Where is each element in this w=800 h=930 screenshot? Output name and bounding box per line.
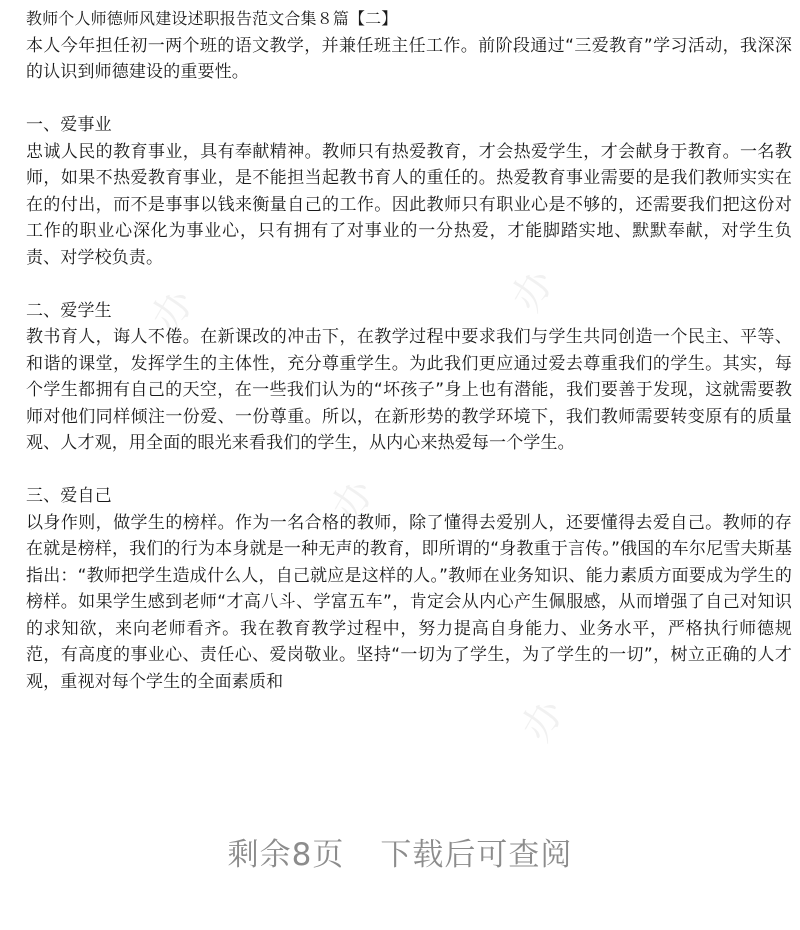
section-heading: 三、爱自己	[26, 486, 112, 506]
document-title: 教师个人师德师风建设述职报告范文合集８篇【二】	[26, 9, 398, 28]
watermark: 办	[143, 281, 203, 340]
watermark: 办	[513, 691, 573, 750]
download-to-view-label[interactable]: 下载后可查阅	[380, 836, 573, 873]
section-heading: 二、爱学生	[26, 300, 112, 321]
watermark: 办	[503, 261, 563, 320]
intro-paragraph: 本人今年担任初一两个班的语文教学，并兼任班主任工作。前阶段通过“三爱教育”学习活动，我深深的认识到师德建设的重要性。	[26, 35, 792, 82]
download-prompt[interactable]	[0, 826, 800, 876]
section-heading: 一、爱事业	[26, 115, 112, 135]
document-body	[26, 6, 792, 695]
section-body: 以身作则，做学生的榜样。作为一名合格的教师，除了懂得去爱别人，还要懂得去爱自己。教师的存在就是榜样，我们的行为本身就是一种无声的教育，即所谓的“身教重于言传。”俄国的车尔尼雪夫斯基指出：“教师把学生造成什么人，自己就应是这样的人。”教师在业务知识、能力素质方面要成为学生的榜样。如果学生感到老师“才高八斗、学富五车”，肯定会从内心产生佩服感，从而增强了自己对知识的求知欲，来向老师看齐。我在教育教学过程中，努力提高自身能力、业务水平，严格执行师德规范，有高度的事业心、责任心、爱岗敬业。坚持“一切为了学生，为了学生的一切”，树立正确的人才观，重视对每个学生的全面素质和	[26, 512, 792, 692]
section-body: 教书育人，诲人不倦。在新课改的冲击下，在教学过程中要求我们与学生共同创造一个民主、平等、和谐的课堂，发挥学生的主体性，充分尊重学生。为此我们更应通过爱去尊重我们的学生。其实，每个学生都拥有自己的天空，在一些我们认为的“坏孩子”身上也有潜能，我们要善于发现，这就需要教师对他们同样倾注一份爱、一份尊重。所以，在新形势的教学环境下，我们教师需要转变原有的质量观、人才观，用全面的眼光来看我们的学生，从内心来热爱每一个学生。	[26, 327, 792, 453]
remaining-pages-label: 剩余8页	[227, 836, 345, 873]
watermark: 办	[323, 471, 383, 530]
section-body: 忠诚人民的教育事业，具有奉献精神。教师只有热爱教育，才会热爱学生，才会献身于教育。一名教师，如果不热爱教育事业，是不能担当起教书育人的重任的。热爱教育事业需要的是我们教师实实在在的付出，而不是事事以钱来衡量自己的工作。因此教师只有职业心是不够的，还需要我们把这份对工作的职业心深化为事业心，只有拥有了对事业的一分热爱，才能脚踏实地、默默奉献，对学生负责、对学校负责。	[26, 141, 792, 268]
